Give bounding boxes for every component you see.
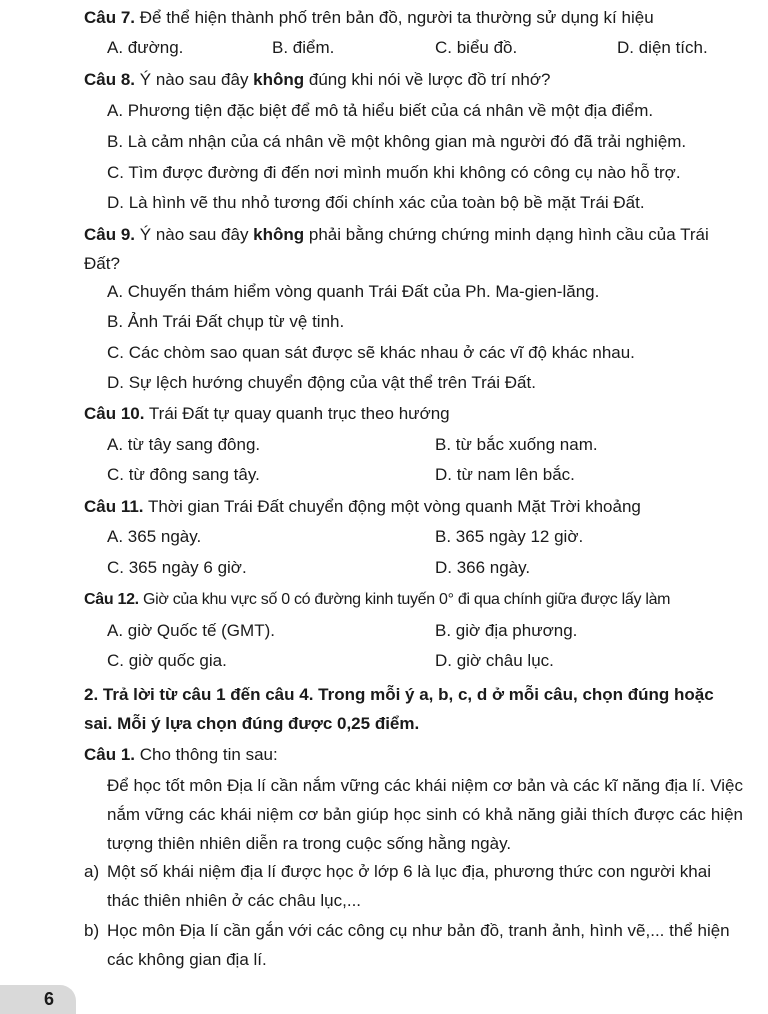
option-a: A. đường. — [107, 38, 184, 57]
option-b: B. giờ địa phương. — [435, 621, 578, 640]
question-12 — [84, 585, 744, 614]
question-text: Cho thông tin sau: — [135, 745, 278, 764]
question-keyword: không — [253, 70, 305, 89]
section-2-question-1 — [84, 740, 744, 769]
question-text: Trái Đất tự quay quanh trục theo hướng — [144, 404, 450, 423]
question-keyword: không — [253, 225, 305, 244]
option-b: B. 365 ngày 12 giờ. — [435, 527, 584, 546]
option-d: D. 366 ngày. — [435, 558, 531, 577]
statement-a — [84, 857, 744, 915]
question-11 — [84, 492, 744, 521]
question-7 — [84, 3, 744, 32]
page-number: 6 — [44, 989, 55, 1009]
question-10 — [84, 399, 744, 428]
question-text: Giờ của khu vực số 0 có đường kinh tuyến 0° đi qua chính giữa được lấy làm — [138, 591, 671, 608]
statement-b — [84, 916, 744, 974]
section-2-heading: 2. Trả lời từ câu 1 đến câu 4. Trong mỗi ý a, b, c, d ở mỗi câu, chọn đúng hoặc sai. Mỗi ý lựa chọn đúng được 0,25 điểm. — [84, 685, 714, 733]
option-a: A. giờ Quốc tế (GMT). — [107, 621, 275, 640]
question-text-post: đúng khi nói về lược đồ trí nhớ? — [304, 70, 551, 89]
option-c: C. Tìm được đường đi đến nơi mình muốn khi không có công cụ nào hỗ trợ. — [107, 163, 681, 182]
question-9 — [84, 220, 744, 278]
question-8 — [84, 65, 744, 94]
option-a: A. từ tây sang đông. — [107, 435, 261, 454]
info-paragraph: Để học tốt môn Địa lí cần nắm vững các khái niệm cơ bản và các kĩ năng địa lí. Việc nắm vững các khái niệm cơ bản giúp học sinh có khả năng giải thích được các hiện tượng thiên nhiên diễn ra trong cuộc sống hằng ngày. — [107, 776, 743, 853]
question-text: Thời gian Trái Đất chuyển động một vòng quanh Mặt Trời khoảng — [143, 497, 641, 516]
question-number: Câu 11. — [84, 497, 144, 516]
question-text-pre: Ý nào sau đây — [135, 70, 254, 89]
option-a: A. 365 ngày. — [107, 527, 202, 546]
option-b: B. Ảnh Trái Đất chụp từ vệ tinh. — [107, 312, 345, 331]
statement-text: Học môn Địa lí cần gắn với các công cụ như bản đồ, tranh ảnh, hình vẽ,... thể hiện các không gian địa lí. — [107, 921, 730, 969]
statement-label: a) — [84, 862, 100, 881]
question-number: Câu 10. — [84, 404, 145, 423]
question-number: Câu 7. — [84, 8, 136, 27]
option-a: A. Chuyến thám hiểm vòng quanh Trái Đất của Ph. Ma-gien-lăng. — [107, 282, 600, 301]
option-c: C. 365 ngày 6 giờ. — [107, 558, 247, 577]
option-d: D. từ nam lên bắc. — [435, 465, 575, 484]
option-d: D. Là hình vẽ thu nhỏ tương đối chính xác của toàn bộ bề mặt Trái Đất. — [107, 193, 645, 212]
question-number: Câu 8. — [84, 70, 136, 89]
question-number: Câu 12. — [84, 591, 139, 608]
statement-text: Một số khái niệm địa lí được học ở lớp 6 là lục địa, phương thức con người khai thác thiên nhiên ở các châu lục,... — [107, 862, 711, 910]
option-b: B. từ bắc xuống nam. — [435, 435, 598, 454]
option-c: C. từ đông sang tây. — [107, 465, 260, 484]
question-text: Để thể hiện thành phố trên bản đồ, người ta thường sử dụng kí hiệu — [135, 8, 654, 27]
option-c: C. giờ quốc gia. — [107, 651, 227, 670]
question-number: Câu 9. — [84, 225, 136, 244]
option-d: D. Sự lệch hướng chuyển động của vật thể trên Trái Đất. — [107, 373, 536, 392]
statement-label: b) — [84, 921, 100, 940]
option-c: C. biểu đồ. — [435, 38, 518, 57]
option-b: B. Là cảm nhận của cá nhân về một không gian mà người đó đã trải nghiệm. — [107, 132, 687, 151]
option-b: B. điểm. — [272, 38, 335, 57]
page-number-tab — [0, 985, 76, 1014]
question-text-pre: Ý nào sau đây — [135, 225, 254, 244]
option-c: C. Các chòm sao quan sát được sẽ khác nhau ở các vĩ độ khác nhau. — [107, 343, 635, 362]
option-d: D. diện tích. — [617, 38, 708, 57]
question-text-post: phải bằng chứng chứng minh dạng hình cầu của Trái Đất? — [84, 225, 709, 273]
option-a: A. Phương tiện đặc biệt để mô tả hiểu biết của cá nhân về một địa điểm. — [107, 101, 654, 120]
question-number: Câu 1. — [84, 745, 136, 764]
option-d: D. giờ châu lục. — [435, 651, 554, 670]
